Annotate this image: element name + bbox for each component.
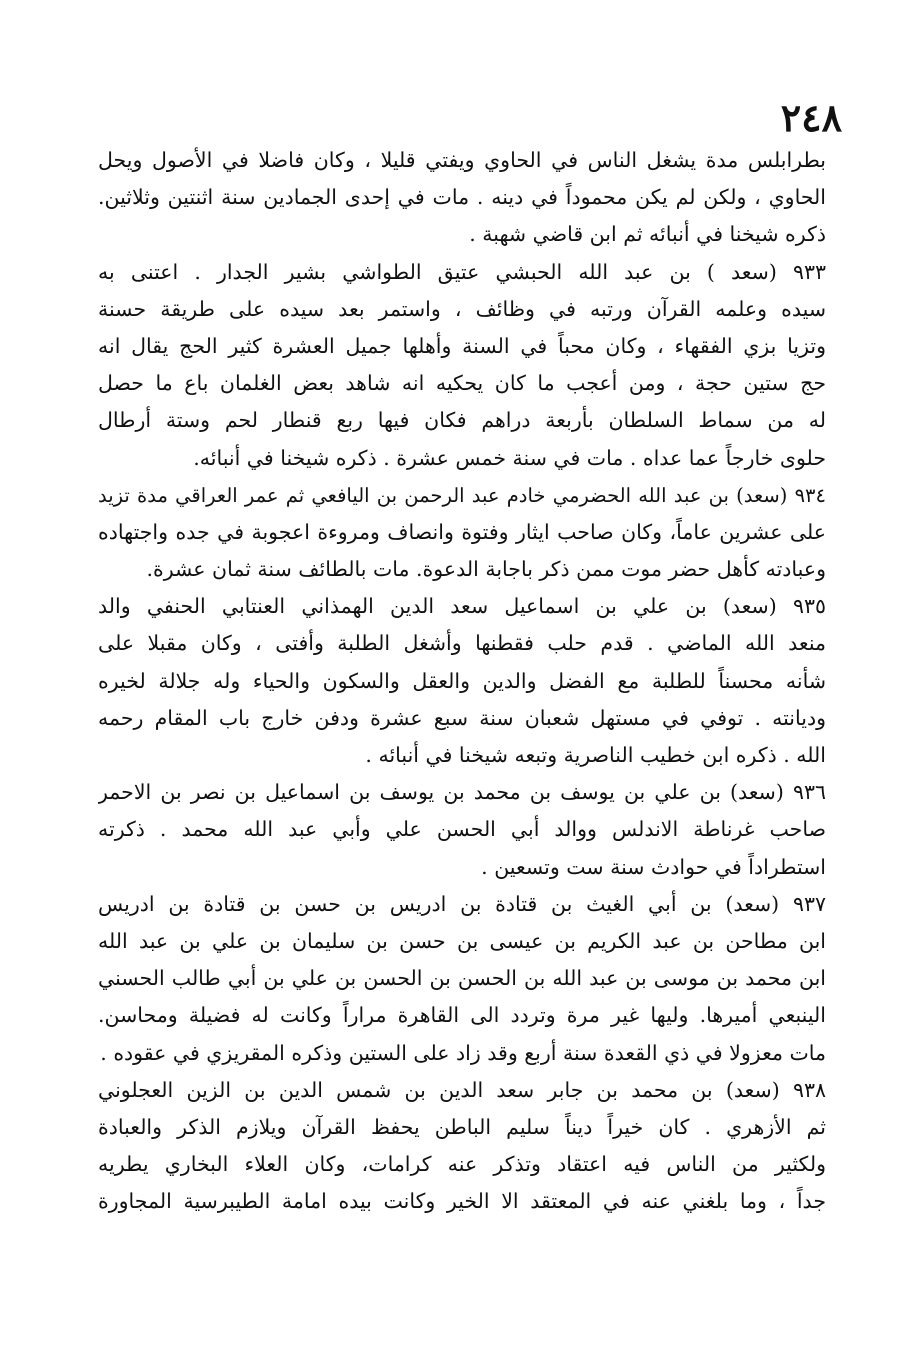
text-line: صاحب غرناطة الاندلس ووالد أبي الحسن علي وأبي عبد الله محمد . ذكرته bbox=[98, 817, 826, 842]
text-line: وتزيا بزي الفقهاء ، وكان محباً في السنة وأهلها جميل العشرة كثير الحج يقال انه bbox=[98, 333, 826, 358]
text-line: ذكره شيخنا في أنبائه ثم ابن قاضي شهبة . bbox=[469, 222, 826, 247]
text-line: ٩٣٧ (سعد) بن أبي الغيث بن قتادة بن ادريس بن حسن بن قتادة بن ادريس bbox=[98, 891, 826, 916]
text-line: ٩٣٥ (سعد) بن علي بن اسماعيل سعد الدين الهمذاني العنتابي الحنفي والد bbox=[98, 594, 826, 619]
page-number: ٢٤٨ bbox=[780, 95, 842, 140]
text-line: ٩٣٦ (سعد) بن علي بن يوسف بن محمد بن يوسف بن اسماعيل بن نصر بن الاحمر bbox=[98, 780, 826, 805]
text-line: ٩٣٨ (سعد) بن محمد بن جابر سعد الدين بن شمس الدين بن الزين العجلوني bbox=[98, 1077, 826, 1102]
text-line: ثم الأزهري . كان خيراً ديناً سليم الباطن يحفظ القرآن ويلازم الذكر والعبادة bbox=[98, 1114, 826, 1139]
text-line: الله . ذكره ابن خطيب الناصرية وتبعه شيخنا في أنبائه . bbox=[365, 743, 826, 767]
text-line: له من سماط السلطان بأربعة دراهم فكان فيها ربع قنطار لحم وستة أرطال bbox=[98, 408, 826, 433]
text-line: جداً ، وما بلغني عنه في المعتقد الا الخير وكانت بيده امامة الطيبرسية المجاورة bbox=[98, 1189, 826, 1214]
text-line: ولكثير من الناس فيه اعتقاد وتذكر عنه كرامات، وكان العلاء البخاري يطريه bbox=[98, 1152, 826, 1177]
text-line: الينبعي أميرها. وليها غير مرة وتردد الى القاهرة مراراً وكانت له فضيلة ومحاسن. bbox=[98, 1003, 826, 1028]
text-line: مات معزولا في ذي القعدة سنة أربع وقد زاد على الستين وذكره المقريزي في عقوده . bbox=[100, 1040, 826, 1065]
text-line: ابن محمد بن موسى بن عبد الله بن الحسن بن الحسن بن علي بن أبي طالب الحسني bbox=[98, 966, 826, 991]
text-line: ابن مطاحن بن عبد الكريم بن عيسى بن حسن بن سليمان بن علي بن عبد الله bbox=[98, 928, 826, 953]
text-line: حج ستين حجة ، ومن أعجب ما كان يحكيه انه شاهد بعض الغلمان باع ما حصل bbox=[98, 371, 826, 396]
text-line: وعبادته كأهل حضر موت ممن ذكر باجابة الدعوة. مات بالطائف سنة ثمان عشرة. bbox=[146, 557, 826, 582]
text-line: وديانته . توفي في مستهل شعبان سنة سبع عشرة ودفن خارج باب المقام رحمه bbox=[98, 705, 826, 730]
text-line: حلوى خارجاً عما عداه . مات في سنة خمس عشرة . ذكره شيخنا في أنبائه. bbox=[193, 445, 826, 470]
page-text bbox=[98, 142, 826, 1220]
text-line: الحاوي ، ولكن لم يكن محموداً في دينه . مات في إحدى الجمادين سنة اثنتين وثلاثين. bbox=[98, 185, 826, 210]
text-line: بطرابلس مدة يشغل الناس في الحاوي ويفتي قليلا ، وكان فاضلا في الأصول ويحل bbox=[98, 148, 826, 172]
text-line: استطراداً في حوادث سنة ست وتسعين . bbox=[481, 854, 826, 879]
text-line: سيده وعلمه القرآن ورتبه في وظائف ، واستمر بعد سيده على طريقة حسنة bbox=[98, 296, 826, 321]
text-line: شأنه محسناً للطلبة مع الفضل والدين والعقل والسكون والحياء وله جلالة لخيره bbox=[98, 668, 826, 693]
text-line: على عشرين عاماً، وكان صاحب ايثار وفتوة وانصاف ومروءة اعجوبة في جده واجتهاده bbox=[98, 519, 826, 544]
text-line: منعد الله الماضي . قدم حلب فقطنها وأشغل الطلبة وأفتى ، وكان مقبلا على bbox=[98, 631, 826, 656]
text-line: ٩٣٣ (سعد ) بن عبد الله الحبشي عتيق الطواشي بشير الجدار . اعتنى به bbox=[98, 259, 826, 284]
text-line: ٩٣٤ (سعد) بن عبد الله الحضرمي خادم عبد الرحمن بن اليافعي ثم عمر العراقي مدة تزيد bbox=[98, 483, 826, 507]
